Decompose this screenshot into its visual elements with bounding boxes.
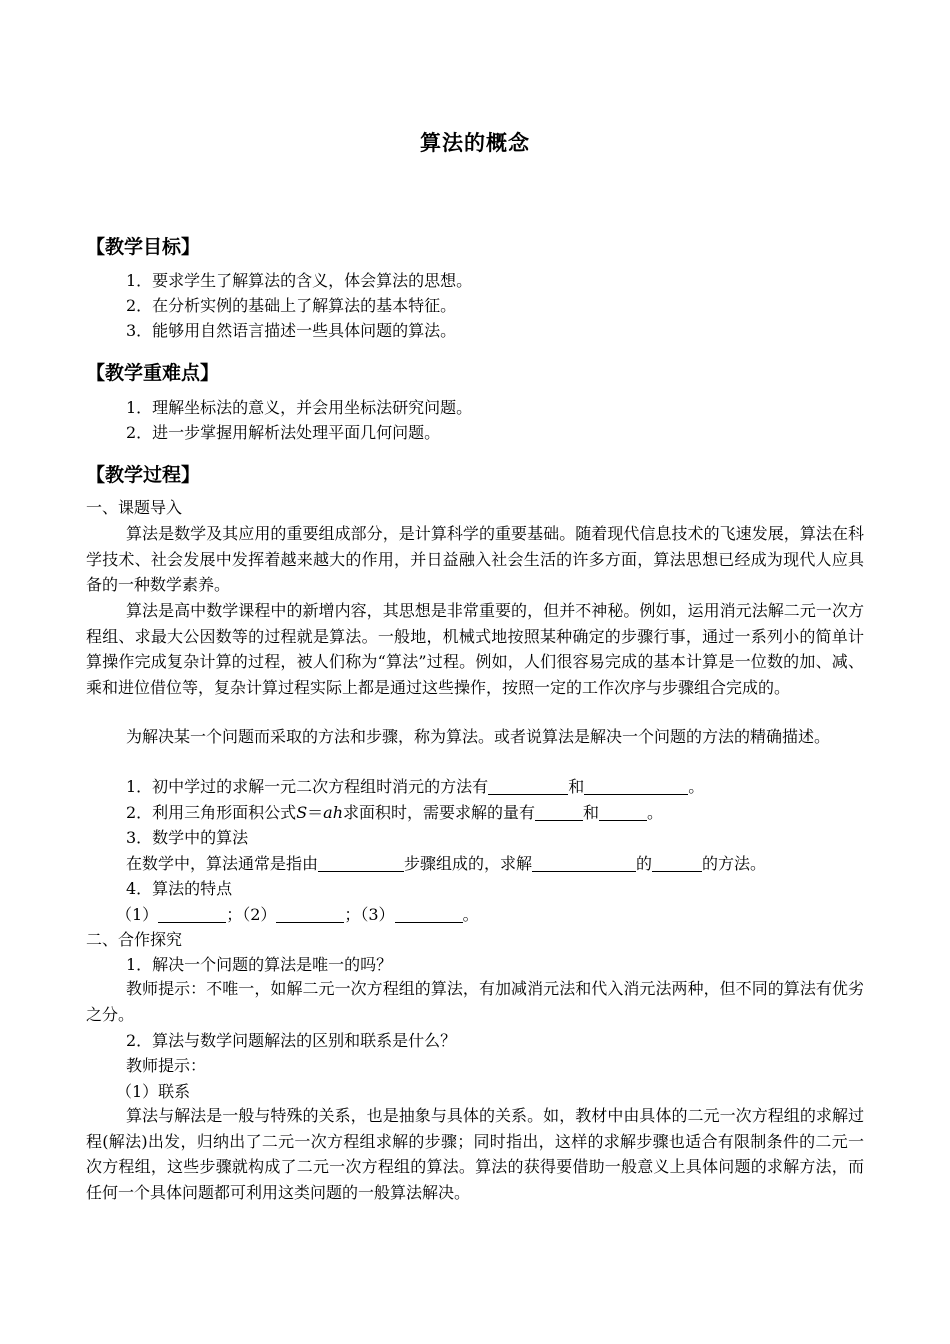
formula-variable: S xyxy=(296,803,308,822)
fill-blank xyxy=(276,906,344,923)
fill-blank xyxy=(532,855,636,872)
explore-question-2: 2．算法与数学问题解法的区别和联系是什么？ xyxy=(126,1031,457,1050)
teaching-process-heading: 【教学过程】 xyxy=(86,464,201,486)
question-2: 2．利用三角形面积公式S＝ah求面积时，需要求解的量有 和 。 xyxy=(126,803,664,822)
explore-answer-1: 教师提示：不唯一，如解二元一次方程组的算法，有加减消元法和代入消元法两种，但不同的算法有优劣之分。 xyxy=(86,979,864,1024)
goal-item: 2．在分析实例的基础上了解算法的基本特征。 xyxy=(126,296,457,315)
fill-blank xyxy=(584,778,688,795)
paragraph-intro-1: 算法是数学及其应用的重要组成部分，是计算科学的重要基础。随着现代信息技术的飞速发展，算法在科学技术、社会发展中发挥着越来越大的作用，并日益融入社会生活的许多方面，算法思想已经成为现代人应具备的一种数学素养。 xyxy=(86,524,864,594)
section-heading-intro: 一、课题导入 xyxy=(86,498,183,517)
fill-blank xyxy=(652,855,702,872)
fill-blank xyxy=(158,906,226,923)
question-3-statement: 在数学中，算法通常是指由 步骤组成的，求解 的 的方法。 xyxy=(126,854,767,873)
section-heading-explore: 二、合作探究 xyxy=(86,930,183,949)
keypoint-item: 2．进一步掌握用解析法处理平面几何问题。 xyxy=(126,423,441,442)
fill-blank xyxy=(488,778,568,795)
page-title: 算法的概念 xyxy=(420,131,530,155)
explore-question-1: 1．解决一个问题的算法是唯一的吗？ xyxy=(126,955,393,974)
fill-blank xyxy=(599,804,647,821)
fill-blank xyxy=(318,855,404,872)
formula-variable: ah xyxy=(323,803,344,822)
paragraph-intro-3: 为解决某一个问题而采取的方法和步骤，称为算法。或者说算法是解决一个问题的方法的精确描述。 xyxy=(126,727,831,746)
teacher-hint-label: 教师提示： xyxy=(126,1056,207,1075)
teaching-goals-heading: 【教学目标】 xyxy=(86,236,201,258)
question-4: 4．算法的特点 xyxy=(126,879,233,898)
paragraph-intro-2: 算法是高中数学课程中的新增内容，其思想是非常重要的，但并不神秘。例如，运用消元法解二元一次方程组、求最大公因数等的过程就是算法。一般地，机械式地按照某种确定的步骤行事，通过一系列小的简单计算操作完成复杂计算的过程，被人们称为“算法”过程。例如，人们很容易完成的基本计算是一位数的加、减、乘和进位借位等，复杂计算过程实际上都是通过这些操作，按照一定的工作次序与步骤组合完成的。 xyxy=(86,601,864,697)
goal-item: 3．能够用自然语言描述一些具体问题的算法。 xyxy=(126,321,457,340)
goal-item: 1．要求学生了解算法的含义，体会算法的思想。 xyxy=(126,271,473,290)
keypoint-item: 1．理解坐标法的意义，并会用坐标法研究问题。 xyxy=(126,398,473,417)
question-3: 3．数学中的算法 xyxy=(126,828,249,847)
key-points-heading: 【教学重难点】 xyxy=(86,362,220,384)
subheading-connection: （1）联系 xyxy=(116,1082,191,1101)
question-1: 1．初中学过的求解一元二次方程组时消元的方法有 和 。 xyxy=(126,777,705,796)
algorithm-features: （1） ；（2） ；（3） 。 xyxy=(116,905,479,924)
fill-blank xyxy=(395,906,463,923)
fill-blank xyxy=(535,804,583,821)
paragraph-connection: 算法与解法是一般与特殊的关系，也是抽象与具体的关系。如，教材中由具体的二元一次方程组的求解过程(解法)出发，归纳出了二元一次方程组求解的步骤；同时指出，这样的求解步骤也适合有限制条件的二元一次方程组，这些步骤就构成了二元一次方程组的算法。算法的获得要借助一般意义上具体问题的求解方法，而任何一个具体问题都可利用这类问题的一般算法解决。 xyxy=(86,1106,864,1202)
